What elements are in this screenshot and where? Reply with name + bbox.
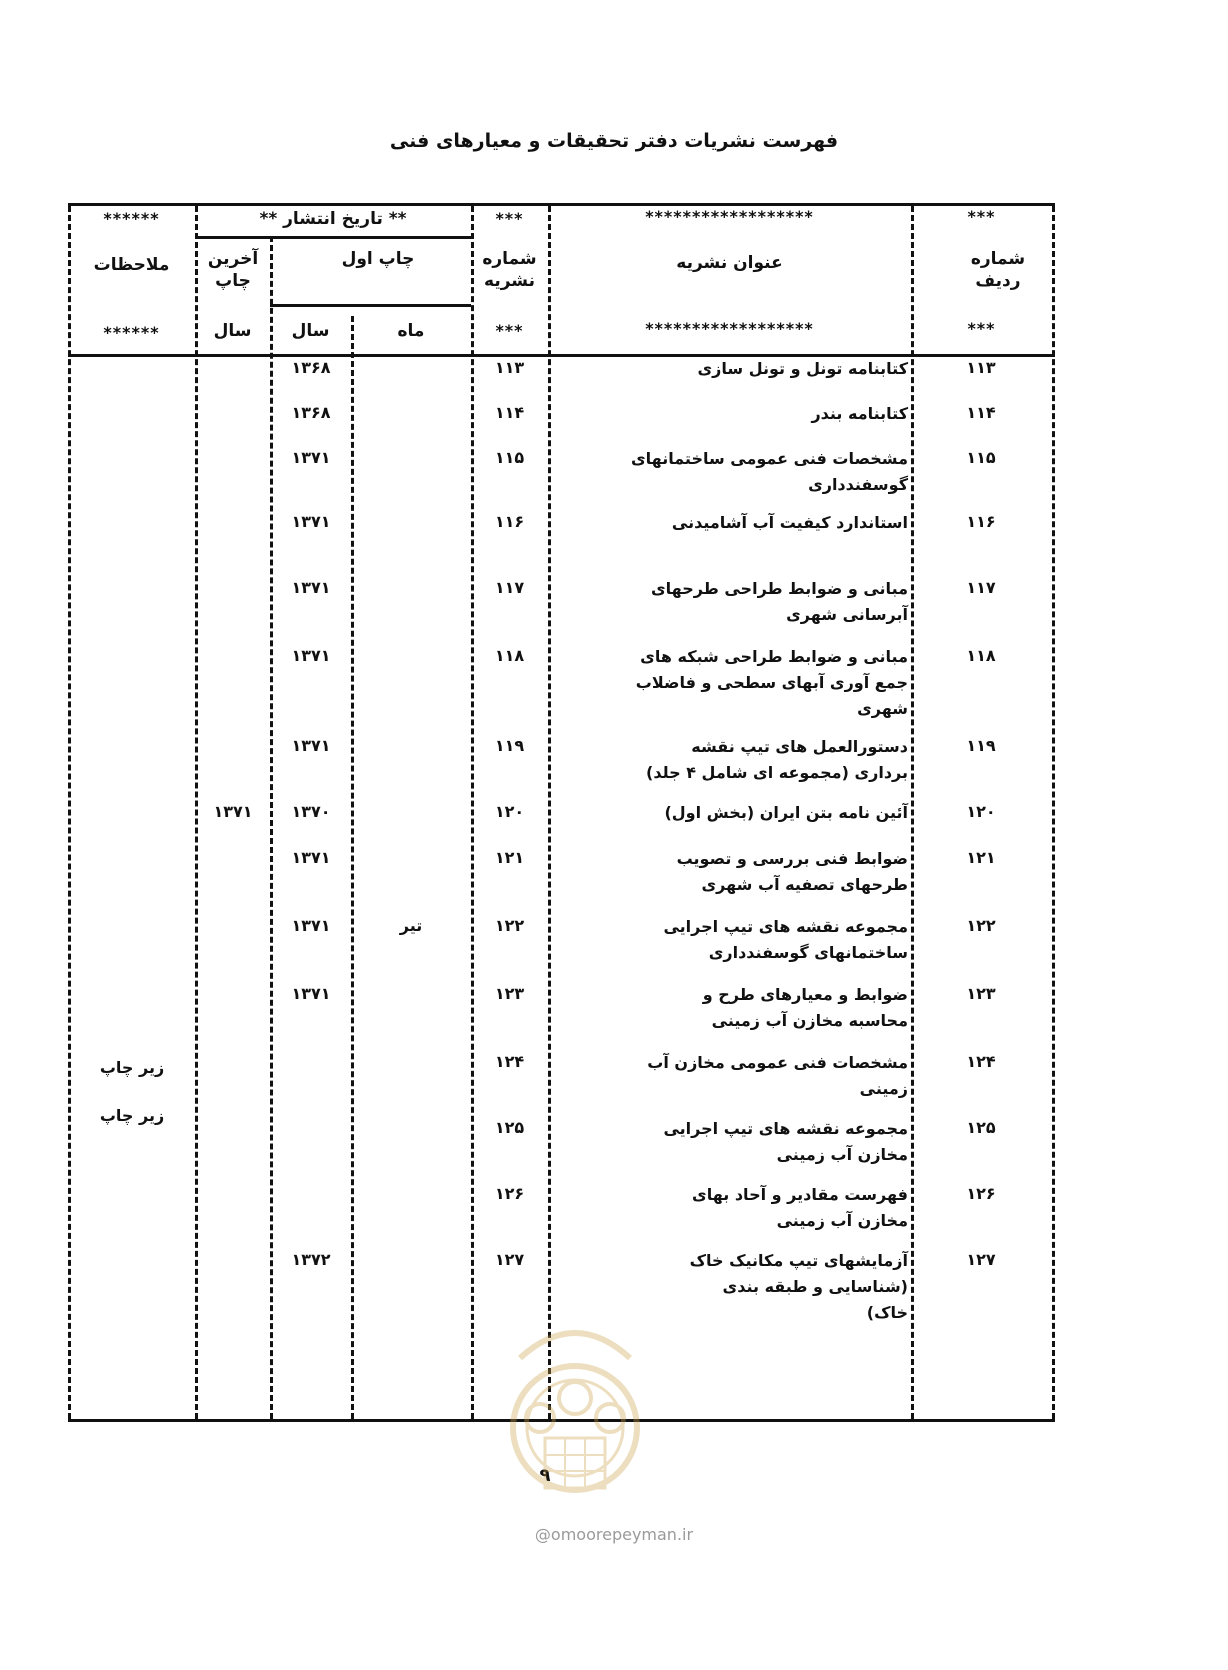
first-print-month: تیر [399,916,423,935]
first-print-month-header: ماه [397,321,425,341]
publication-number: ۱۲۵ [494,1118,525,1137]
first-print-year-header: سال [291,321,330,341]
row-number: ۱۱۳ [966,358,996,377]
row-number: ۱۱۹ [966,736,996,755]
row-number: ۱۱۶ [966,512,996,531]
first-print-year: ۱۳۶۸ [291,358,331,377]
publication-number: ۱۲۲ [494,916,525,935]
first-print-year: ۱۳۷۰ [291,802,331,821]
last-print-year-header: سال [213,321,252,341]
row-number: ۱۲۱ [966,848,996,867]
publication-title: کتابنامه بندر [811,404,908,423]
publication-number: ۱۱۸ [494,646,525,665]
row-number-stars-bottom: *** [967,319,996,338]
first-print-header: چاپ اول [341,249,415,269]
publication-title: ضوابط و معیارهای طرح و محاسبه مخازن آب زمینی [702,985,908,1030]
publication-number: ۱۲۷ [494,1250,525,1269]
publish-date-header: ** تاریخ انتشار ** [259,209,407,229]
pub-number-header: شماره نشریه [482,249,537,291]
publication-number: ۱۱۷ [494,578,525,597]
publication-number: ۱۲۴ [494,1052,525,1071]
publication-number: ۱۱۵ [494,448,525,467]
pub-number-stars-bottom: *** [495,321,524,340]
remarks-stars-top: ****** [103,209,160,228]
row-number: ۱۲۲ [966,916,996,935]
publication-title: مشخصات فنی عمومی مخازن آب زمینی [647,1053,908,1098]
remarks-value: زیر چاپ [99,1106,165,1125]
remarks-stars-bottom: ****** [103,323,160,342]
row-number: ۱۲۰ [966,802,996,821]
last-print-header: آخرین چاپ [207,249,259,291]
first-print-year: ۱۳۶۸ [291,403,331,422]
first-print-year: ۱۳۷۱ [291,984,331,1003]
publication-number: ۱۲۰ [494,802,525,821]
publication-number: ۱۲۳ [494,984,525,1003]
publication-title: آزمایشهای تیپ مکانیک خاک (شناسایی و طبقه بندی خاک) [689,1251,908,1322]
publication-title: آئین نامه بتن ایران (بخش اول) [664,803,908,822]
publication-number: ۱۱۹ [494,736,525,755]
first-print-year: ۱۳۷۱ [291,512,331,531]
publications-table [68,203,1055,1422]
row-number: ۱۱۴ [966,403,996,422]
remarks-header: ملاحظات [93,255,170,275]
row-number: ۱۲۵ [966,1118,996,1137]
row-number: ۱۲۴ [966,1052,996,1071]
page-title: فهرست نشریات دفتر تحقیقات و معیارهای فنی [389,130,839,152]
table-border-right [1052,206,1055,1419]
publication-number: ۱۱۴ [494,403,525,422]
header-divider [270,304,471,307]
first-print-year: ۱۳۷۱ [291,578,331,597]
publication-title: ضوابط فنی بررسی و تصویب طرحهای تصفیه آب شهری [676,849,908,894]
row-number-stars-top: *** [967,207,996,226]
row-number-header: شماره ردیف [970,249,1026,291]
table-border-left [68,206,71,1419]
publication-title: مبانی و ضوابط طراحی شبکه های جمع آوری آبهای سطحی و فاضلاب شهری [635,647,908,718]
title-stars-bottom: ****************** [645,319,814,338]
first-print-year: ۱۳۷۱ [291,848,331,867]
row-number: ۱۲۶ [966,1184,996,1203]
publication-title: کتابنامه تونل و تونل سازی [697,359,908,378]
publication-number: ۱۱۶ [494,512,525,531]
row-number: ۱۲۷ [966,1250,996,1269]
watermark-site: @omoorepeyman.ir [534,1525,694,1544]
pub-title-header: عنوان نشریه [676,253,783,273]
publication-title: مجموعه نقشه های تیپ اجرایی مخازن آب زمینی [663,1119,908,1164]
publication-title: فهرست مقادیر و آحاد بهای مخازن آب زمینی [692,1185,908,1230]
page-number: ۹ [539,1465,551,1486]
publication-title: مجموعه نقشه های تیپ اجرایی ساختمانهای گوسفندداری [663,917,908,962]
publication-title: مشخصات فنی عمومی ساختمانهای گوسفندداری [630,449,908,494]
publication-title: استاندارد کیفیت آب آشامیدنی [671,513,908,532]
row-number: ۱۱۷ [966,578,996,597]
header-divider [195,236,471,239]
publication-number: ۱۱۳ [494,358,525,377]
row-number: ۱۱۵ [966,448,996,467]
row-number: ۱۱۸ [966,646,996,665]
title-stars-top: ****************** [645,207,814,226]
remarks-value: زیر چاپ [99,1058,165,1077]
publication-number: ۱۲۶ [494,1184,525,1203]
first-print-year: ۱۳۷۱ [291,646,331,665]
pub-number-stars-top: *** [495,209,524,228]
publication-title: مبانی و ضوابط طراحی طرحهای آبرسانی شهری [651,579,908,624]
last-print-year: ۱۳۷۱ [213,802,253,821]
first-print-year: ۱۳۷۱ [291,736,331,755]
publication-number: ۱۲۱ [494,848,525,867]
first-print-year: ۱۳۷۱ [291,916,331,935]
first-print-year: ۱۳۷۱ [291,448,331,467]
watermark-logo [505,1318,645,1518]
row-number: ۱۲۳ [966,984,996,1003]
publication-title: دستورالعمل های تیپ نقشه برداری (مجموعه ای شامل ۴ جلد) [646,737,908,782]
column-divider [548,206,551,1419]
first-print-year: ۱۳۷۲ [291,1250,331,1269]
column-divider [351,316,354,1419]
